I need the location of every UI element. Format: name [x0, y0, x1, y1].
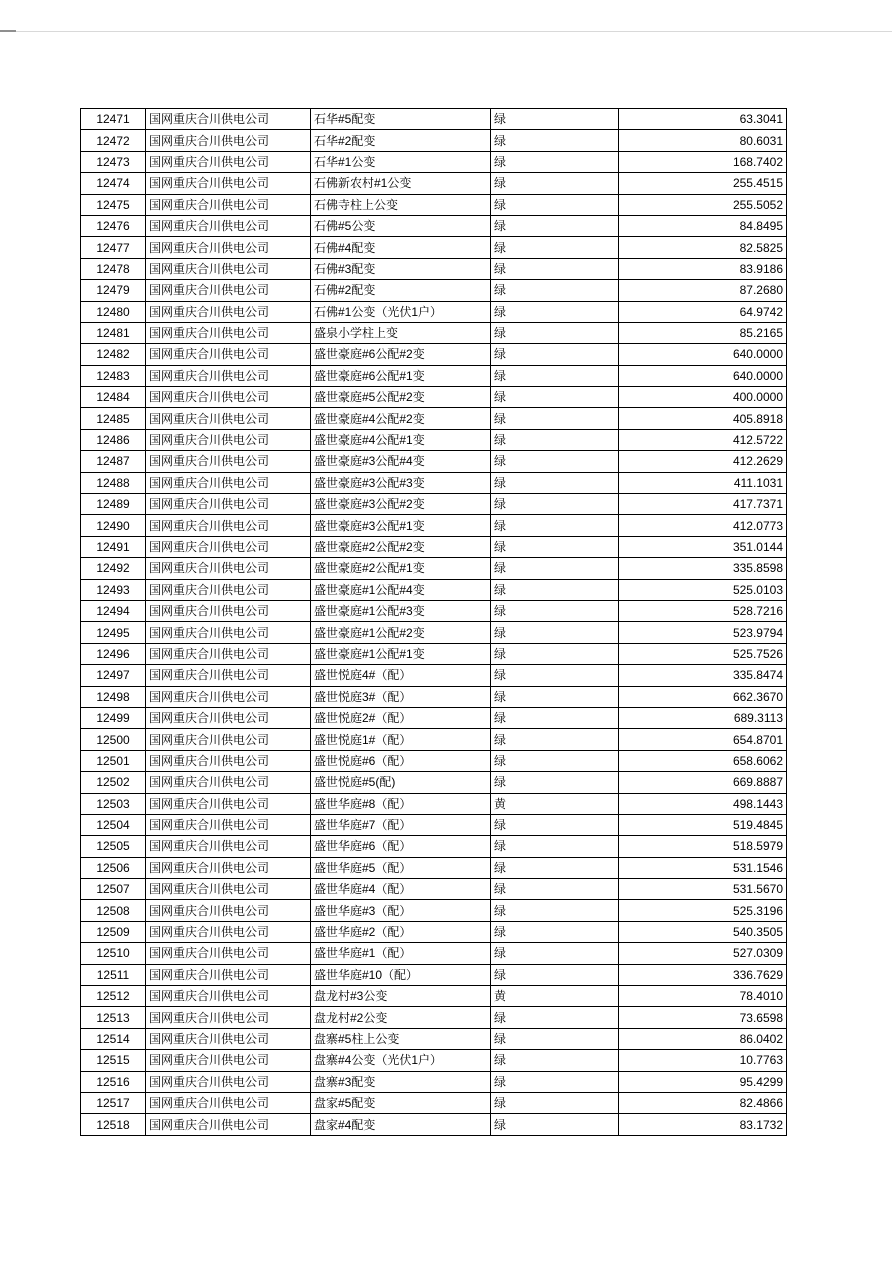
cell-id: 12489: [81, 494, 146, 515]
cell-status: 绿: [491, 857, 619, 878]
cell-status: 绿: [491, 1050, 619, 1071]
cell-value: 412.0773: [619, 515, 787, 536]
cell-station: 盛世豪庭#3公配#2变: [311, 494, 491, 515]
cell-status: 绿: [491, 322, 619, 343]
cell-id: 12487: [81, 451, 146, 472]
cell-company: 国网重庆合川供电公司: [146, 643, 311, 664]
cell-value: 80.6031: [619, 130, 787, 151]
cell-station: 盘家#5配变: [311, 1092, 491, 1113]
cell-company: 国网重庆合川供电公司: [146, 750, 311, 771]
cell-value: 417.7371: [619, 494, 787, 515]
cell-value: 640.0000: [619, 365, 787, 386]
table-row: [81, 237, 787, 258]
table-row: [81, 280, 787, 301]
table-row: [81, 365, 787, 386]
cell-id: 12479: [81, 280, 146, 301]
cell-status: 绿: [491, 1028, 619, 1049]
table-row: [81, 151, 787, 172]
table-row: [81, 1050, 787, 1071]
cell-company: 国网重庆合川供电公司: [146, 1114, 311, 1135]
cell-value: 525.7526: [619, 643, 787, 664]
cell-id: 12505: [81, 836, 146, 857]
table-row: [81, 344, 787, 365]
cell-company: 国网重庆合川供电公司: [146, 536, 311, 557]
cell-id: 12517: [81, 1092, 146, 1113]
cell-value: 87.2680: [619, 280, 787, 301]
cell-station: 盛世豪庭#6公配#2变: [311, 344, 491, 365]
cell-company: 国网重庆合川供电公司: [146, 322, 311, 343]
cell-id: 12480: [81, 301, 146, 322]
table-row: [81, 857, 787, 878]
cell-company: 国网重庆合川供电公司: [146, 600, 311, 621]
cell-id: 12477: [81, 237, 146, 258]
cell-id: 12512: [81, 986, 146, 1007]
cell-id: 12474: [81, 173, 146, 194]
cell-company: 国网重庆合川供电公司: [146, 365, 311, 386]
cell-status: 黄: [491, 986, 619, 1007]
cell-company: 国网重庆合川供电公司: [146, 280, 311, 301]
cell-station: 盛世悦庭1#（配）: [311, 729, 491, 750]
table-row: [81, 130, 787, 151]
cell-station: 盘寨#5柱上公变: [311, 1028, 491, 1049]
cell-company: 国网重庆合川供电公司: [146, 408, 311, 429]
cell-station: 盛世华庭#7（配）: [311, 814, 491, 835]
table-row: [81, 879, 787, 900]
cell-station: 盛世悦庭3#（配）: [311, 686, 491, 707]
data-table: [80, 108, 787, 1136]
cell-status: 绿: [491, 836, 619, 857]
cell-status: 绿: [491, 258, 619, 279]
cell-id: 12515: [81, 1050, 146, 1071]
table-row: [81, 1092, 787, 1113]
table-row: [81, 622, 787, 643]
cell-station: 石佛#1公变（光伏1户）: [311, 301, 491, 322]
cell-status: 黄: [491, 793, 619, 814]
cell-id: 12494: [81, 600, 146, 621]
cell-status: 绿: [491, 451, 619, 472]
cell-value: 336.7629: [619, 964, 787, 985]
cell-company: 国网重庆合川供电公司: [146, 194, 311, 215]
cell-value: 85.2165: [619, 322, 787, 343]
cell-value: 523.9794: [619, 622, 787, 643]
cell-station: 盛世华庭#4（配）: [311, 879, 491, 900]
table-row: [81, 814, 787, 835]
cell-value: 255.4515: [619, 173, 787, 194]
cell-value: 658.6062: [619, 750, 787, 771]
cell-station: 盛世豪庭#4公配#1变: [311, 429, 491, 450]
cell-station: 盛世华庭#6（配）: [311, 836, 491, 857]
cell-id: 12508: [81, 900, 146, 921]
cell-station: 盛世豪庭#3公配#3变: [311, 472, 491, 493]
table-row: [81, 921, 787, 942]
cell-value: 689.3113: [619, 707, 787, 728]
cell-value: 662.3670: [619, 686, 787, 707]
cell-status: 绿: [491, 515, 619, 536]
cell-company: 国网重庆合川供电公司: [146, 793, 311, 814]
cell-value: 519.4845: [619, 814, 787, 835]
cell-company: 国网重庆合川供电公司: [146, 472, 311, 493]
cell-station: 盘龙村#2公变: [311, 1007, 491, 1028]
cell-company: 国网重庆合川供电公司: [146, 215, 311, 236]
cell-company: 国网重庆合川供电公司: [146, 1092, 311, 1113]
table-row: [81, 408, 787, 429]
cell-status: 绿: [491, 280, 619, 301]
cell-id: 12488: [81, 472, 146, 493]
cell-id: 12514: [81, 1028, 146, 1049]
cell-station: 石佛#4配变: [311, 237, 491, 258]
cell-station: 石佛新农村#1公变: [311, 173, 491, 194]
cell-status: 绿: [491, 130, 619, 151]
cell-value: 64.9742: [619, 301, 787, 322]
cell-company: 国网重庆合川供电公司: [146, 451, 311, 472]
cell-id: 12495: [81, 622, 146, 643]
cell-value: 82.5825: [619, 237, 787, 258]
cell-station: 盛世豪庭#5公配#2变: [311, 387, 491, 408]
cell-company: 国网重庆合川供电公司: [146, 986, 311, 1007]
cell-status: 绿: [491, 408, 619, 429]
table-row: [81, 579, 787, 600]
cell-company: 国网重庆合川供电公司: [146, 1028, 311, 1049]
cell-company: 国网重庆合川供电公司: [146, 857, 311, 878]
cell-value: 78.4010: [619, 986, 787, 1007]
cell-station: 盛世华庭#3（配）: [311, 900, 491, 921]
cell-station: 石华#1公变: [311, 151, 491, 172]
table-row: [81, 986, 787, 1007]
cell-company: 国网重庆合川供电公司: [146, 879, 311, 900]
cell-id: 12478: [81, 258, 146, 279]
cell-id: 12501: [81, 750, 146, 771]
cell-id: 12510: [81, 943, 146, 964]
cell-id: 12497: [81, 665, 146, 686]
table-row: [81, 665, 787, 686]
cell-value: 83.9186: [619, 258, 787, 279]
cell-company: 国网重庆合川供电公司: [146, 151, 311, 172]
cell-id: 12484: [81, 387, 146, 408]
cell-status: 绿: [491, 536, 619, 557]
cell-value: 84.8495: [619, 215, 787, 236]
cell-id: 12507: [81, 879, 146, 900]
cell-status: 绿: [491, 173, 619, 194]
cell-station: 盛世豪庭#1公配#4变: [311, 579, 491, 600]
cell-station: 盛世悦庭4#（配）: [311, 665, 491, 686]
cell-value: 518.5979: [619, 836, 787, 857]
cell-id: 12492: [81, 558, 146, 579]
table-body: [81, 109, 787, 1136]
cell-value: 527.0309: [619, 943, 787, 964]
table-row: [81, 258, 787, 279]
cell-station: 石华#2配变: [311, 130, 491, 151]
cell-value: 63.3041: [619, 109, 787, 130]
cell-company: 国网重庆合川供电公司: [146, 429, 311, 450]
cell-id: 12483: [81, 365, 146, 386]
cell-company: 国网重庆合川供电公司: [146, 921, 311, 942]
cell-id: 12476: [81, 215, 146, 236]
cell-id: 12518: [81, 1114, 146, 1135]
cell-station: 盛世豪庭#4公配#2变: [311, 408, 491, 429]
cell-status: 绿: [491, 365, 619, 386]
cell-status: 绿: [491, 151, 619, 172]
cell-id: 12473: [81, 151, 146, 172]
cell-company: 国网重庆合川供电公司: [146, 686, 311, 707]
table-row: [81, 173, 787, 194]
cell-id: 12475: [81, 194, 146, 215]
cell-value: 335.8474: [619, 665, 787, 686]
cell-id: 12516: [81, 1071, 146, 1092]
cell-status: 绿: [491, 665, 619, 686]
cell-id: 12490: [81, 515, 146, 536]
table-row: [81, 1028, 787, 1049]
cell-id: 12499: [81, 707, 146, 728]
cell-company: 国网重庆合川供电公司: [146, 943, 311, 964]
cell-company: 国网重庆合川供电公司: [146, 964, 311, 985]
table-row: [81, 451, 787, 472]
cell-company: 国网重庆合川供电公司: [146, 1071, 311, 1092]
cell-value: 528.7216: [619, 600, 787, 621]
cell-status: 绿: [491, 964, 619, 985]
cell-status: 绿: [491, 707, 619, 728]
cell-id: 12504: [81, 814, 146, 835]
cell-station: 盛世豪庭#1公配#1变: [311, 643, 491, 664]
cell-station: 盛世华庭#10（配）: [311, 964, 491, 985]
page-top-divider-mark: [0, 30, 16, 32]
table-row: [81, 536, 787, 557]
cell-status: 绿: [491, 472, 619, 493]
cell-status: 绿: [491, 109, 619, 130]
cell-value: 412.2629: [619, 451, 787, 472]
table-row: [81, 750, 787, 771]
cell-id: 12502: [81, 772, 146, 793]
cell-company: 国网重庆合川供电公司: [146, 579, 311, 600]
cell-company: 国网重庆合川供电公司: [146, 1050, 311, 1071]
cell-status: 绿: [491, 1092, 619, 1113]
table-row: [81, 729, 787, 750]
cell-id: 12498: [81, 686, 146, 707]
table-row: [81, 943, 787, 964]
cell-station: 盛泉小学柱上变: [311, 322, 491, 343]
cell-status: 绿: [491, 1007, 619, 1028]
table-row: [81, 558, 787, 579]
cell-id: 12485: [81, 408, 146, 429]
table-row: [81, 429, 787, 450]
cell-id: 12486: [81, 429, 146, 450]
cell-status: 绿: [491, 814, 619, 835]
cell-id: 12506: [81, 857, 146, 878]
cell-station: 盛世华庭#5（配）: [311, 857, 491, 878]
cell-station: 盛世豪庭#2公配#1变: [311, 558, 491, 579]
table-row: [81, 301, 787, 322]
cell-value: 411.1031: [619, 472, 787, 493]
page-top-divider: [0, 31, 892, 32]
cell-id: 12500: [81, 729, 146, 750]
cell-value: 73.6598: [619, 1007, 787, 1028]
cell-value: 255.5052: [619, 194, 787, 215]
cell-value: 540.3505: [619, 921, 787, 942]
cell-value: 405.8918: [619, 408, 787, 429]
cell-station: 盛世豪庭#6公配#1变: [311, 365, 491, 386]
cell-id: 12513: [81, 1007, 146, 1028]
cell-status: 绿: [491, 750, 619, 771]
cell-value: 351.0144: [619, 536, 787, 557]
cell-station: 石佛寺柱上公变: [311, 194, 491, 215]
table-row: [81, 836, 787, 857]
cell-value: 168.7402: [619, 151, 787, 172]
table-row: [81, 600, 787, 621]
cell-company: 国网重庆合川供电公司: [146, 836, 311, 857]
cell-station: 盛世华庭#1（配）: [311, 943, 491, 964]
cell-value: 10.7763: [619, 1050, 787, 1071]
cell-value: 82.4866: [619, 1092, 787, 1113]
cell-status: 绿: [491, 686, 619, 707]
table-row: [81, 472, 787, 493]
table-row: [81, 686, 787, 707]
table-row: [81, 494, 787, 515]
cell-company: 国网重庆合川供电公司: [146, 558, 311, 579]
cell-station: 盛世豪庭#1公配#3变: [311, 600, 491, 621]
cell-station: 盛世悦庭2#（配）: [311, 707, 491, 728]
cell-value: 531.5670: [619, 879, 787, 900]
cell-station: 盛世华庭#2（配）: [311, 921, 491, 942]
cell-id: 12496: [81, 643, 146, 664]
cell-company: 国网重庆合川供电公司: [146, 173, 311, 194]
cell-company: 国网重庆合川供电公司: [146, 130, 311, 151]
cell-station: 盘龙村#3公变: [311, 986, 491, 1007]
cell-status: 绿: [491, 600, 619, 621]
cell-status: 绿: [491, 494, 619, 515]
cell-company: 国网重庆合川供电公司: [146, 237, 311, 258]
cell-status: 绿: [491, 344, 619, 365]
cell-station: 盘寨#4公变（光伏1户）: [311, 1050, 491, 1071]
cell-company: 国网重庆合川供电公司: [146, 729, 311, 750]
cell-status: 绿: [491, 879, 619, 900]
cell-station: 盛世豪庭#3公配#4变: [311, 451, 491, 472]
cell-station: 盛世悦庭#5(配): [311, 772, 491, 793]
cell-status: 绿: [491, 943, 619, 964]
cell-company: 国网重庆合川供电公司: [146, 344, 311, 365]
table-row: [81, 1071, 787, 1092]
cell-status: 绿: [491, 1114, 619, 1135]
cell-company: 国网重庆合川供电公司: [146, 109, 311, 130]
cell-company: 国网重庆合川供电公司: [146, 622, 311, 643]
cell-status: 绿: [491, 900, 619, 921]
cell-status: 绿: [491, 1071, 619, 1092]
cell-station: 盛世豪庭#1公配#2变: [311, 622, 491, 643]
table-row: [81, 387, 787, 408]
cell-station: 盛世悦庭#6（配）: [311, 750, 491, 771]
cell-id: 12511: [81, 964, 146, 985]
cell-company: 国网重庆合川供电公司: [146, 900, 311, 921]
cell-id: 12481: [81, 322, 146, 343]
cell-company: 国网重庆合川供电公司: [146, 772, 311, 793]
cell-company: 国网重庆合川供电公司: [146, 258, 311, 279]
cell-status: 绿: [491, 772, 619, 793]
cell-company: 国网重庆合川供电公司: [146, 494, 311, 515]
table-row: [81, 109, 787, 130]
cell-station: 盛世豪庭#3公配#1变: [311, 515, 491, 536]
cell-station: 盘寨#3配变: [311, 1071, 491, 1092]
table-row: [81, 515, 787, 536]
table-row: [81, 194, 787, 215]
cell-company: 国网重庆合川供电公司: [146, 387, 311, 408]
cell-station: 石佛#5公变: [311, 215, 491, 236]
cell-status: 绿: [491, 215, 619, 236]
cell-id: 12471: [81, 109, 146, 130]
table-row: [81, 215, 787, 236]
cell-station: 盛世豪庭#2公配#2变: [311, 536, 491, 557]
cell-station: 盛世华庭#8（配）: [311, 793, 491, 814]
cell-station: 石佛#3配变: [311, 258, 491, 279]
cell-status: 绿: [491, 237, 619, 258]
cell-value: 86.0402: [619, 1028, 787, 1049]
cell-id: 12509: [81, 921, 146, 942]
table-row: [81, 964, 787, 985]
cell-status: 绿: [491, 921, 619, 942]
table-row: [81, 772, 787, 793]
cell-value: 525.3196: [619, 900, 787, 921]
cell-status: 绿: [491, 729, 619, 750]
cell-status: 绿: [491, 622, 619, 643]
cell-status: 绿: [491, 558, 619, 579]
cell-id: 12493: [81, 579, 146, 600]
table-row: [81, 643, 787, 664]
cell-station: 石佛#2配变: [311, 280, 491, 301]
cell-value: 654.8701: [619, 729, 787, 750]
table-row: [81, 322, 787, 343]
cell-value: 640.0000: [619, 344, 787, 365]
cell-value: 669.8887: [619, 772, 787, 793]
cell-value: 400.0000: [619, 387, 787, 408]
cell-status: 绿: [491, 643, 619, 664]
table-row: [81, 1114, 787, 1135]
cell-value: 412.5722: [619, 429, 787, 450]
cell-company: 国网重庆合川供电公司: [146, 707, 311, 728]
cell-value: 525.0103: [619, 579, 787, 600]
table-row: [81, 900, 787, 921]
cell-company: 国网重庆合川供电公司: [146, 515, 311, 536]
cell-company: 国网重庆合川供电公司: [146, 814, 311, 835]
cell-status: 绿: [491, 387, 619, 408]
table-row: [81, 1007, 787, 1028]
cell-company: 国网重庆合川供电公司: [146, 665, 311, 686]
cell-value: 335.8598: [619, 558, 787, 579]
cell-id: 12503: [81, 793, 146, 814]
cell-station: 石华#5配变: [311, 109, 491, 130]
cell-id: 12472: [81, 130, 146, 151]
cell-status: 绿: [491, 301, 619, 322]
cell-value: 95.4299: [619, 1071, 787, 1092]
cell-value: 83.1732: [619, 1114, 787, 1135]
cell-status: 绿: [491, 194, 619, 215]
cell-status: 绿: [491, 579, 619, 600]
cell-id: 12482: [81, 344, 146, 365]
cell-station: 盘家#4配变: [311, 1114, 491, 1135]
cell-company: 国网重庆合川供电公司: [146, 1007, 311, 1028]
cell-value: 498.1443: [619, 793, 787, 814]
cell-value: 531.1546: [619, 857, 787, 878]
cell-status: 绿: [491, 429, 619, 450]
cell-id: 12491: [81, 536, 146, 557]
cell-company: 国网重庆合川供电公司: [146, 301, 311, 322]
table-row: [81, 707, 787, 728]
table-row: [81, 793, 787, 814]
